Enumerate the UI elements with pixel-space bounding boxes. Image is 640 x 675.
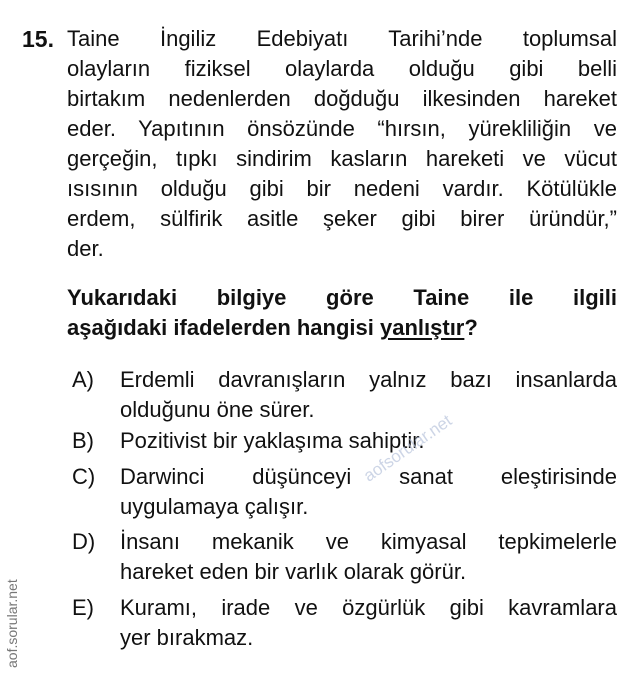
stem-line: eder. Yapıtının önsözünde “hırsın, yürekliliğin ve (67, 116, 617, 141)
question-stem (67, 24, 617, 264)
prompt-underlined-word: yanlıştır (380, 315, 465, 340)
option-text-line: İnsanı mekanik ve kimyasal tepkimelerle (120, 529, 617, 554)
option-text-line: uygulamaya çalışır. (120, 494, 309, 519)
option-text-line: hareket eden bir varlık olarak görür. (120, 559, 467, 584)
prompt-text: aşağıdaki ifadelerden hangisi (67, 315, 380, 340)
side-watermark: aof.sorular.net (4, 579, 20, 668)
option-d[interactable] (72, 527, 617, 587)
option-e[interactable] (72, 593, 617, 653)
prompt-question-mark: ? (464, 315, 478, 340)
stem-line: gerçeğin, tıpkı sindirim kasların hareketi ve vücut (67, 146, 617, 171)
option-text-line: Kuramı, irade ve özgürlük gibi kavramlara (120, 595, 617, 620)
stem-line: Taine İngiliz Edebiyatı Tarihi’nde toplumsal (67, 26, 617, 51)
watermark: aofsorular.net (360, 410, 456, 486)
option-text-line: Darwinci düşünceyi sanat eleştirisinde (120, 464, 617, 489)
option-text-line: Erdemli davranışların yalnız bazı insanlarda (120, 367, 617, 392)
option-label: B) (72, 428, 94, 453)
option-a[interactable] (72, 365, 617, 425)
stem-line: ısısının olduğu gibi bir nedeni vardır. Kötülükle (67, 176, 617, 201)
option-label: E) (72, 595, 94, 620)
stem-line: birtakım nedenlerden doğduğu ilkesinden hareket (67, 86, 617, 111)
stem-line: der. (67, 236, 104, 261)
option-label: C) (72, 464, 96, 489)
option-b[interactable] (72, 426, 617, 456)
option-text-line: olduğunu öne sürer. (120, 397, 315, 422)
option-text-line: yer bırakmaz. (120, 625, 254, 650)
option-label: A) (72, 367, 94, 392)
option-c[interactable] (72, 462, 617, 522)
option-label: D) (72, 529, 96, 554)
stem-line: erdem, sülfirik asitle şeker gibi birer üründür,” (67, 206, 617, 231)
question-prompt (67, 283, 617, 343)
prompt-line: Yukarıdaki bilgiye göre Taine ile ilgili (67, 285, 617, 310)
stem-line: olayların fiziksel olaylarda olduğu gibi belli (67, 56, 617, 81)
option-text-line: Pozitivist bir yaklaşıma sahiptir. (120, 428, 425, 453)
question-number: 15. (22, 26, 54, 52)
prompt-line (67, 313, 617, 343)
